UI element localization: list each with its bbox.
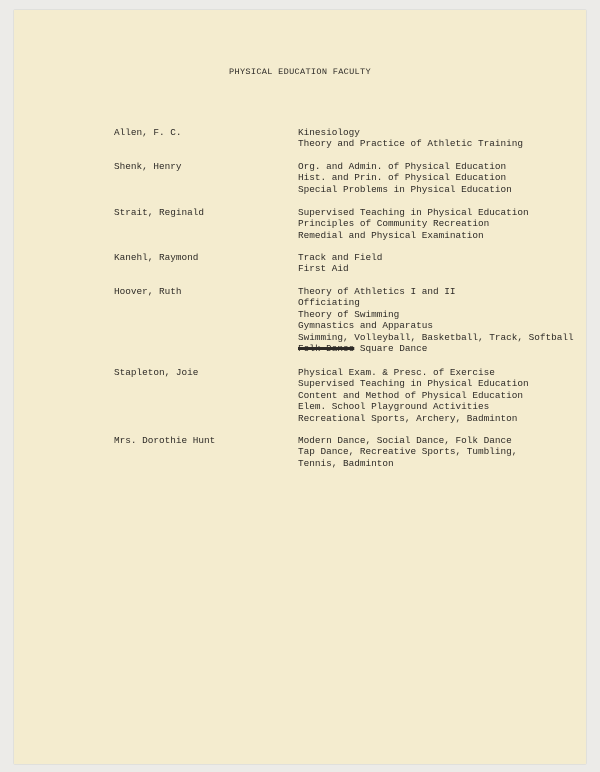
course-item: Special Problems in Physical Education: [298, 183, 512, 195]
course-item: Supervised Teaching in Physical Education: [298, 378, 529, 390]
course-item: Modern Dance, Social Dance, Folk Dance: [298, 435, 512, 446]
course-text: Square Dance: [354, 343, 428, 355]
course-item: Theory of Athletics I and II: [298, 286, 456, 297]
course-list: [298, 286, 574, 354]
faculty-name: Stapleton, Joie: [114, 367, 199, 378]
faculty-name: Allen, F. C.: [114, 127, 182, 138]
course-item: Tap Dance, Recreative Sports, Tumbling,: [298, 446, 518, 458]
course-list: [298, 252, 382, 275]
course-list: [298, 161, 512, 195]
course-item: Tennis, Badminton: [298, 457, 394, 469]
course-list: [298, 367, 529, 424]
course-item: Theory and Practice of Athletic Training: [298, 138, 524, 150]
course-item: Principles of Community Recreation: [298, 218, 490, 230]
course-item: Org. and Admin. of Physical Education: [298, 161, 507, 172]
course-item: Physical Exam. & Presc. of Exercise: [298, 367, 495, 378]
course-list: [298, 435, 517, 469]
faculty-name: Shenk, Henry: [114, 161, 182, 172]
course-item: Recreational Sports, Archery, Badminton: [298, 412, 518, 424]
faculty-name: Kanehl, Raymond: [114, 252, 199, 263]
document-title: PHYSICAL EDUCATION FACULTY: [229, 67, 371, 77]
faculty-name: Strait, Reginald: [114, 207, 205, 218]
struck-out-text: Folk Dance: [298, 343, 355, 355]
faculty-name: Hoover, Ruth: [114, 286, 182, 297]
course-item: Remedial and Physical Examination: [298, 229, 484, 241]
course-item: Gymnastics and Apparatus: [298, 320, 434, 332]
course-item: Track and Field: [298, 252, 383, 263]
course-item-struck-line: [298, 343, 574, 354]
course-item: Swimming, Volleyball, Basketball, Track, Softball: [298, 331, 574, 343]
course-list: [298, 127, 523, 150]
course-item: Hist. and Prin. of Physical Education: [298, 172, 507, 184]
course-item: Theory of Swimming: [298, 308, 400, 320]
course-item: Kinesiology: [298, 127, 360, 138]
course-item: Content and Method of Physical Education: [298, 389, 524, 401]
course-item: Elem. School Playground Activities: [298, 401, 490, 413]
course-item: Officiating: [298, 297, 360, 309]
faculty-name: Mrs. Dorothie Hunt: [114, 435, 216, 446]
course-item: First Aid: [298, 263, 349, 275]
course-list: [298, 207, 529, 241]
course-item: Supervised Teaching in Physical Education: [298, 207, 529, 218]
